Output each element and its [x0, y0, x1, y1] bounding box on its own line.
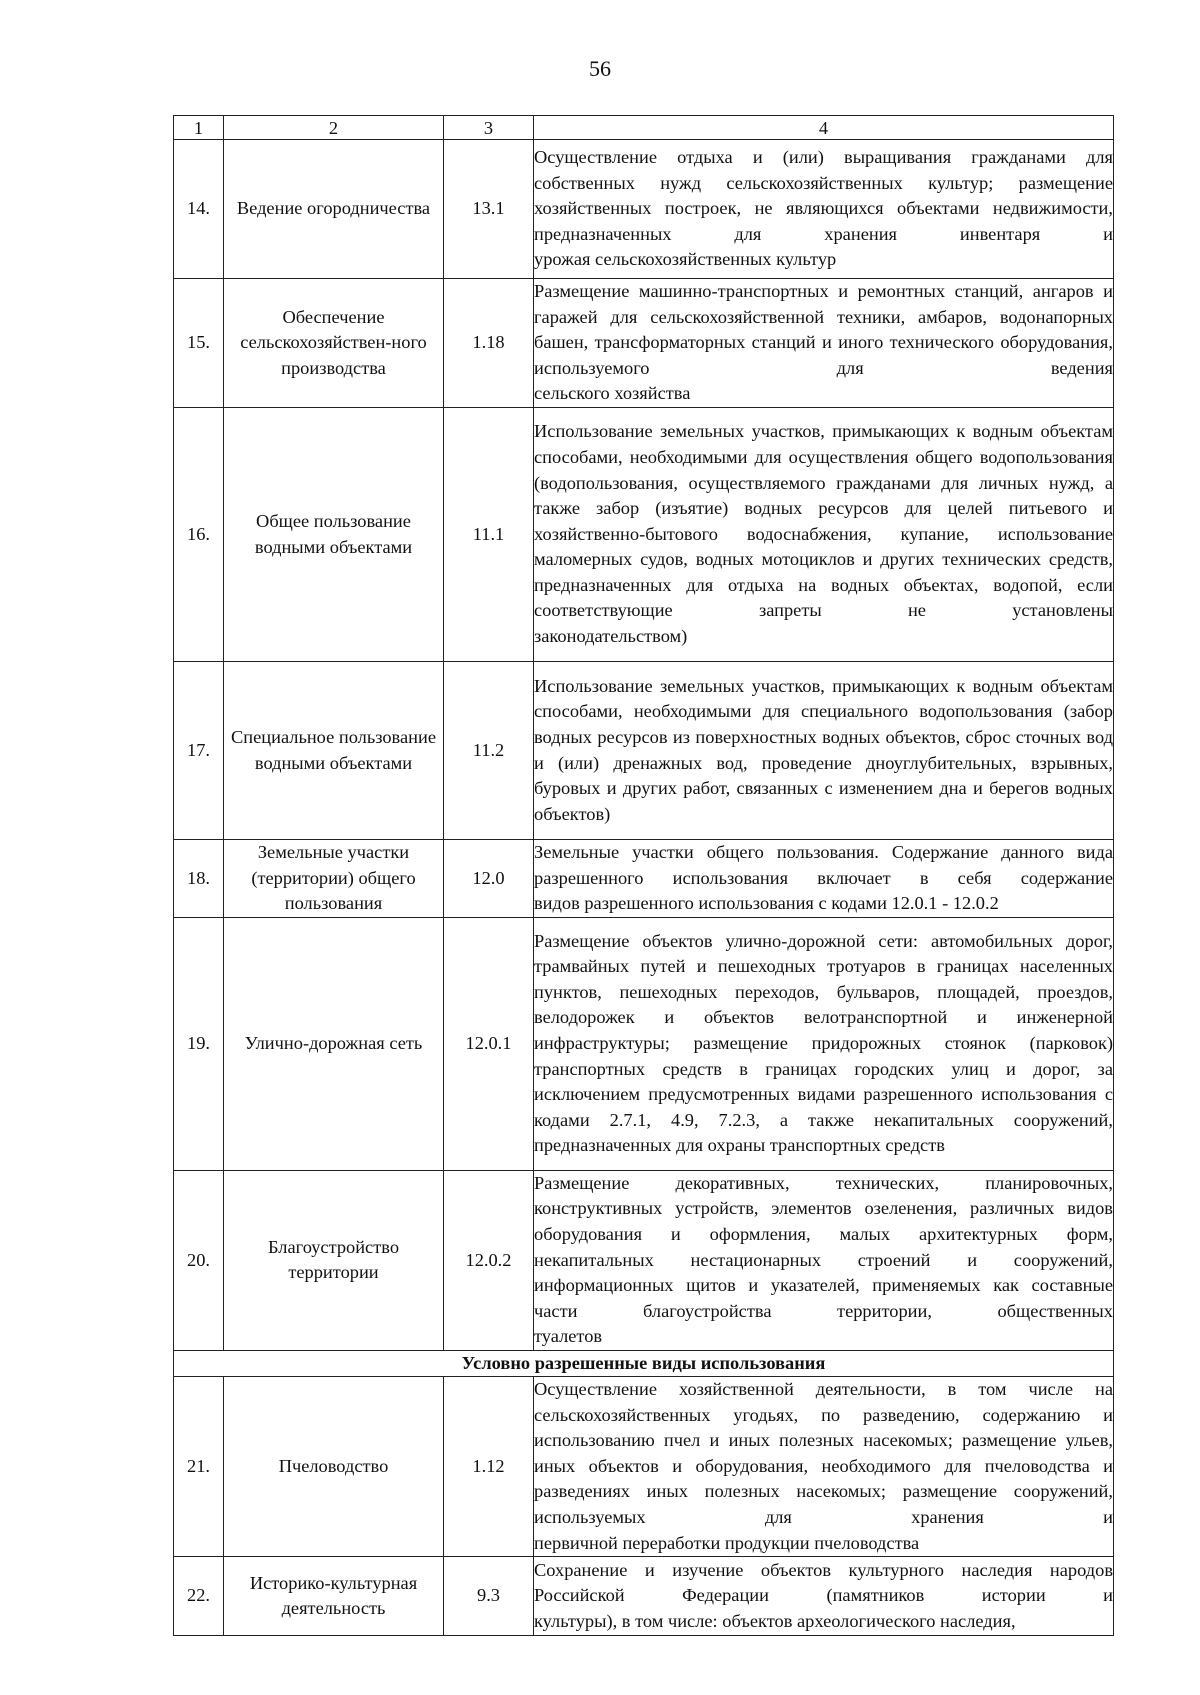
row-number: 19.	[174, 917, 224, 1170]
description-last-line: объектов)	[534, 803, 611, 824]
use-type-code: 1.18	[444, 279, 534, 408]
row-number: 16.	[174, 408, 224, 662]
use-type-name: Специальное пользование водными объектами	[224, 662, 444, 840]
table-row	[174, 408, 1114, 662]
column-header-2: 2	[224, 116, 444, 140]
table-row	[174, 1170, 1114, 1350]
table-header-row	[174, 116, 1114, 140]
row-number: 15.	[174, 279, 224, 408]
description-last-line: туалетов	[534, 1326, 603, 1347]
use-type-code: 12.0	[444, 840, 534, 918]
use-type-name: Пчеловодство	[224, 1376, 444, 1556]
description-text: Сохранение и изучение объектов культурного наследия народов Российской Федерации (памятников истории и	[534, 1559, 1113, 1606]
description-text: Использование земельных участков, примыкающих к водным объектам способами, необходимыми для осуществления общего водопользования (водопользования, осуществляемого гражданами для личных нужд, а также забор (изъятие) водных ресурсов для целей питьевого и хозяйственно-бытового водоснабжения, купание, использование маломерных судов, водных мотоциклов и других технических средств, предназначенных для отдыха на водных объектах, водопой, если соответствующие запреты не установлены	[534, 421, 1113, 621]
use-type-description	[534, 408, 1114, 662]
row-number: 14.	[174, 140, 224, 279]
use-type-description	[534, 140, 1114, 279]
use-type-description	[534, 662, 1114, 840]
use-type-name: Земельные участки (территории) общего пользования	[224, 840, 444, 918]
use-type-code: 12.0.1	[444, 917, 534, 1170]
table-row	[174, 279, 1114, 408]
use-type-name: Ведение огородничества	[224, 140, 444, 279]
use-type-description	[534, 840, 1114, 918]
use-type-description	[534, 1170, 1114, 1350]
use-type-code: 11.1	[444, 408, 534, 662]
use-type-description	[534, 1376, 1114, 1556]
description-text: Размещение декоративных, технических, планировочных, конструктивных устройств, элементов озеленения, различных видов оборудования и оформления, малых архитектурных форм, некапитальных нестационарных строений и сооружений, информационных щитов и указателей, применяемых как составные части благоустройства территории, общественных	[534, 1172, 1113, 1321]
table-row	[174, 917, 1114, 1170]
use-type-code: 12.0.2	[444, 1170, 534, 1350]
table-row	[174, 1376, 1114, 1556]
use-type-name: Улично-дорожная сеть	[224, 917, 444, 1170]
row-number: 17.	[174, 662, 224, 840]
use-type-description	[534, 917, 1114, 1170]
row-number: 20.	[174, 1170, 224, 1350]
row-number: 21.	[174, 1376, 224, 1556]
use-type-name: Историко-культурная деятельность	[224, 1557, 444, 1636]
use-type-code: 11.2	[444, 662, 534, 840]
description-last-line: первичной переработки продукции пчеловодства	[534, 1532, 920, 1553]
table-row	[174, 140, 1114, 279]
use-type-name: Благоустройство территории	[224, 1170, 444, 1350]
use-type-code: 13.1	[444, 140, 534, 279]
description-text: Осуществление хозяйственной деятельности, в том числе на сельскохозяйственных угодьях, по разведению, содержанию и использованию пчел и иных полезных насекомых; размещение ульев, иных объектов и оборудования, необходимого для пчеловодства и разведениях иных полезных насекомых; размещение сооружений, используемых для хранения и	[534, 1378, 1113, 1527]
description-text: Осуществление отдыха и (или) выращивания гражданами для собственных нужд сельскохозяйственных культур; размещение хозяйственных построек, не являющихся объектами недвижимости, предназначенных для хранения инвентаря и	[534, 147, 1113, 244]
table-row	[174, 662, 1114, 840]
column-header-4: 4	[534, 116, 1114, 140]
table-row	[174, 840, 1114, 918]
use-type-name: Общее пользование водными объектами	[224, 408, 444, 662]
description-last-line: предназначенных для охраны транспортных средств	[534, 1135, 945, 1156]
use-type-description	[534, 279, 1114, 408]
row-number: 18.	[174, 840, 224, 918]
use-type-code: 9.3	[444, 1557, 534, 1636]
use-type-description	[534, 1557, 1114, 1636]
description-text: Размещение объектов улично-дорожной сети: автомобильных дорог, трамвайных путей и пешеходных тротуаров в границах населенных пунктов, пешеходных переходов, бульваров, площадей, проездов, велодорожек и объектов велотранспортной и инженерной инфраструктуры; размещение придорожных стоянок (парковок) транспортных средств в границах городских улиц и дорог, за исключением предусмотренных видами разрешенного использования с кодами 2.7.1, 4.9, 7.2.3, а также некапитальных сооружений,	[534, 930, 1113, 1130]
description-last-line: урожая сельскохозяйственных культур	[534, 249, 837, 270]
page-number: 56	[589, 56, 611, 81]
description-last-line: видов разрешенного использования с кодами 12.0.1 - 12.0.2	[534, 893, 999, 914]
description-last-line: законодательством)	[534, 626, 688, 647]
description-text: Использование земельных участков, примыкающих к водным объектам способами, необходимыми для специального водопользования (забор водных ресурсов из поверхностных водных объектов, сброс сточных вод и (или) дренажных вод, проведение дноуглубительных, взрывных, буровых и других работ, связанных с изменением дна и берегов водных	[534, 675, 1113, 799]
description-text: Размещение машинно-транспортных и ремонтных станций, ангаров и гаражей для сельскохозяйственной техники, амбаров, водонапорных башен, трансформаторных станций и иного технического оборудования, используемого для ведения	[534, 281, 1113, 378]
row-number: 22.	[174, 1557, 224, 1636]
section-header-row	[174, 1350, 1114, 1376]
column-header-3: 3	[444, 116, 534, 140]
table-row	[174, 1557, 1114, 1636]
use-type-code: 1.12	[444, 1376, 534, 1556]
description-text: Земельные участки общего пользования. Содержание данного вида разрешенного использования включает в себя содержание	[534, 842, 1113, 888]
use-type-name: Обеспечение сельскохозяйствен-ного производства	[224, 279, 444, 408]
column-header-1: 1	[174, 116, 224, 140]
description-last-line: культуры), в том числе: объектов археологического наследия,	[534, 1610, 1016, 1631]
description-last-line: сельского хозяйства	[534, 383, 691, 404]
land-use-table	[173, 115, 1114, 1636]
section-title: Условно разрешенные виды использования	[174, 1350, 1114, 1376]
